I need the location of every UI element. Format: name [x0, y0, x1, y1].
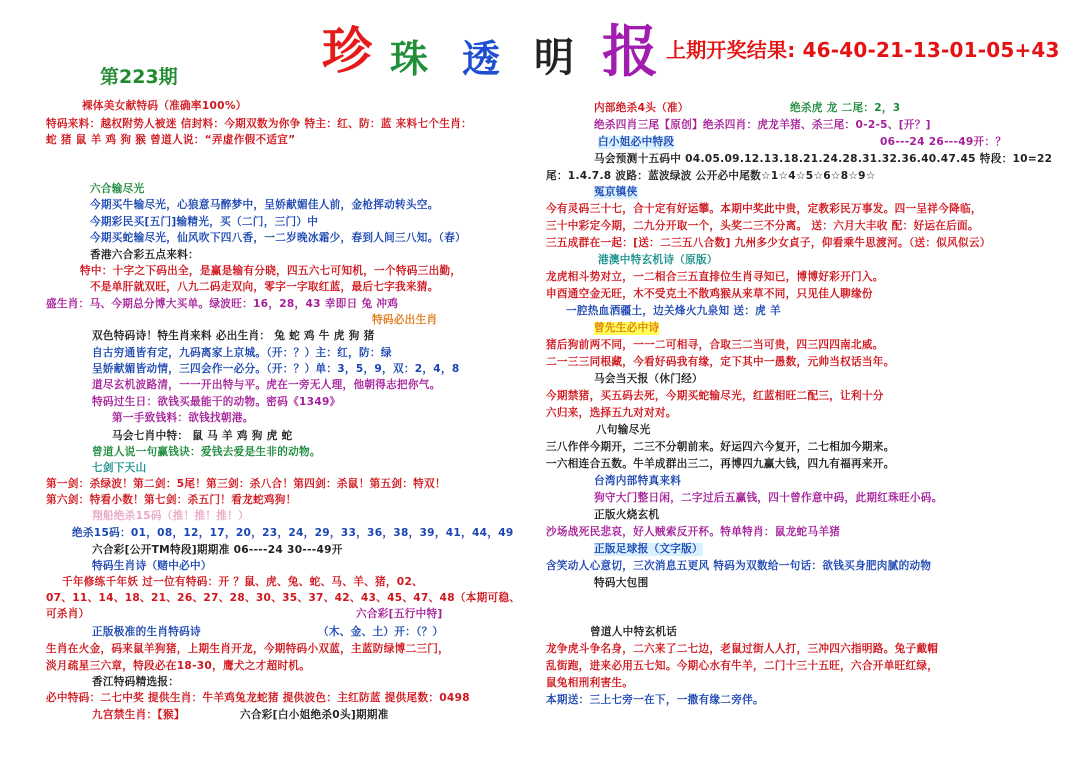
text-line: 必中特码：二七中奖 提供生肖：牛羊鸡兔龙蛇猪 提供波色：主红防蓝 提供尾数：0498	[46, 692, 470, 704]
text-line: 绝杀15码：01，08，12，17，20，23，24，29，33，36，38，39，41，44，49	[72, 527, 514, 539]
text-line: 今期买蛇输尽光，仙风吹下四八香，一二岁晚冰霜少，春到人间三八知。（春）	[90, 232, 466, 244]
section-heading: 香港六合彩五点来料：	[90, 249, 199, 261]
text-line: 一六相连合五数。牛羊成群出三二，再博四九赢大钱，四九有福再来开。	[546, 458, 895, 470]
text-line: 龙争虎斗争名身，二六来了二七边，老鼠过街人人打，三冲四六指明路。兔子戴帽	[546, 643, 939, 655]
text-line: 猪后狗前两不同，一一二可相寻，合取三二当可贵，四三四四南北威。	[546, 339, 884, 351]
text-line: 曾道人说一句赢钱诀：爱钱去爱是生非的动物。	[92, 446, 321, 458]
text-line: 申酉通空金无旺，木不受克土不散鸡猴从来草不同，只见佳人聊缘份	[546, 288, 873, 300]
text-line: 沙场战死民悲哀，好人贼索反开杯。特单特肖：鼠龙蛇马羊猪	[546, 526, 841, 538]
text-line: 自古穷通皆有定，九码离家上京城。（开：？）主：红，防：绿	[92, 347, 392, 359]
section-heading: 七剑下天山	[92, 462, 147, 474]
text-line: 翔船绝杀15码（推！推！推！）	[92, 510, 249, 522]
section-heading: 曾先生必中诗	[594, 322, 660, 334]
text-line: 尾：1.4.7.8 波路：蓝波绿波 公开必中尾数☆1☆4☆5☆6☆8☆9☆	[546, 170, 876, 182]
text-line: 千年修练千年妖 过一位有特码：开 ？鼠、虎、兔、蛇、马、羊、猪，02、	[62, 576, 424, 588]
section-heading: 白小姐必中特段	[598, 136, 675, 148]
section-heading: 六合彩[五行中特]	[356, 608, 443, 620]
section-heading: 内部绝杀4头（准）	[594, 102, 689, 114]
text-line: 盛生肖：马、今期总分博大买单。绿波旺：16，28，43 幸即日 兔 冲鸡	[46, 298, 399, 310]
text-line: 九宫禁生肖：【猴】	[92, 709, 185, 721]
title-char-5: 报	[602, 19, 658, 85]
text-line: 六归来，选择五九对对对。	[546, 407, 677, 419]
text-line: 狗守大门整日闲，二字过后五赢钱，四十曾作意中码，此期红珠旺小码。	[594, 492, 943, 504]
section-heading: 六合彩[公开TM特段]期期准 06----24 30---49开	[92, 544, 343, 556]
section-heading: 曾道人中特玄机话	[590, 626, 678, 638]
text-line: 呈娇献媚皆动情，三四会作一必分。（开：？）单：3，5，9，双：2，4，8	[92, 363, 460, 375]
text-line: 今期彩民买[五门]输精光，买（二门，三门）中	[90, 216, 319, 228]
title-char-3: 透	[462, 36, 501, 81]
section-heading: 港澳中特玄机诗（原版）	[598, 254, 718, 266]
text-line: 今期买牛输尽光，心狼意马醉梦中，呈娇献媚佳人前，金枪挥动转头空。	[90, 199, 439, 211]
last-result: 上期开奖结果: 46-40-21-13-01-05+43	[666, 38, 1060, 62]
issue-number: 第223期	[100, 66, 178, 88]
text-line: 第一剑：杀绿波！第二剑：5尾！第三剑：杀八合！第四剑：杀鼠！第五剑：特双！	[46, 478, 446, 490]
text-line: 今期禁猪，买五码去死，今期买蛇输尽光，红蓝相旺二配三，让利十分	[546, 390, 884, 402]
section-heading: 特码大包围	[594, 577, 649, 589]
text-line: 二一三三同根藏，今看好码我有缘，定下其中一愚数，元帅当权话当年。	[546, 356, 895, 368]
text-line: 龙虎相斗势对立，一二相合三五直排位生肖寻知已，博博好彩开门入。	[546, 271, 884, 283]
section-heading: 冤京镇侠	[594, 186, 638, 198]
section-heading: 八句输尽光	[596, 424, 651, 436]
title-char-1: 珍	[322, 21, 372, 80]
text-line: 第六剑：特看小数！第七剑：杀五门！看龙蛇鸡狗！	[46, 494, 297, 506]
section-heading: 特码必出生肖	[372, 314, 438, 326]
text-line: 乱街跑，进来必用五七知。今期心水有牛羊，二门十三十五旺，六合开单旺红绿，	[546, 660, 939, 672]
text-line: （木、金、土）开：（？）	[318, 626, 444, 638]
text-line: 今有灵码三十七，合十定有好运攀。本期中奖此中贵，定教彩民万事发。四一呈祥今降临，	[546, 203, 982, 215]
section-heading: 六合输尽光	[90, 183, 145, 195]
section-heading: 马会七肖中特： 鼠 马 羊 鸡 狗 虎 蛇	[112, 430, 293, 442]
text-line: 六合彩[白小姐绝杀0头]期期准	[240, 709, 389, 721]
text-line: 三五成群在一起：[送：二三五八合数] 九州多少女貞子，仰看乘牛思渡河。（送：似风似云）	[546, 237, 991, 249]
text-line: 绝杀四肖三尾【原创】绝杀四肖：虎龙羊猪、杀三尾：0-2-5、[开？]	[594, 119, 931, 131]
section-heading: 双色特码诗！特生肖来料 必出生肖： 兔 蛇 鸡 牛 虎 狗 猪	[92, 330, 375, 342]
text-line: 生肖在火金，码来鼠羊狗猪，上期生肖开龙，今期特码小双蓝，主蓝防绿博二三门，	[46, 643, 450, 655]
section-heading: 正版极准的生肖特码诗	[92, 626, 201, 638]
text-line: 蛇 猪 鼠 羊 鸡 狗 猴 曾道人说：“弄虚作假不适宜”	[46, 134, 296, 146]
text-line: 可杀肖）	[46, 608, 90, 620]
title-char-2: 珠	[390, 36, 429, 81]
text-line: 不是单肝就双旺，八九二码走双向，零字一字取红蓝，最后七字我来猜。	[90, 281, 439, 293]
text-line: 特码来料：越权附势人被迷 信封料：今期双数为你争 特主：红、防：蓝 来料七个生肖：	[46, 118, 472, 130]
section-heading: 正版足球报（文字版）	[594, 543, 703, 555]
text-line: 三八作伴今期开，二三不分朝前来。好运四六今复开，二七相加今期来。	[546, 441, 895, 453]
section-heading: 台湾内部特真来料	[594, 475, 682, 487]
text-line: 06---24 26---49开：？	[880, 136, 1007, 148]
text-line: 马会预测十五码中 04.05.09.12.13.18.21.24.28.31.32.36.40.47.45 特段：10=22	[594, 153, 1053, 165]
section-heading: 裸体美女献特码（准确率100%）	[82, 100, 247, 112]
text-line: 07、11、14、18、21、26、27、28、30、35、37、42、43、45、47、48（本期可稳、	[46, 592, 521, 604]
text-line: 本期送：三上七旁一在下，一撒有缘二旁伴。	[546, 694, 764, 706]
section-heading: 马会当天报（休门经）	[594, 373, 703, 385]
text-line: 道尽玄机波路清，一一开出特与平。虎在一旁无人理，他朝得志把你气。	[92, 379, 441, 391]
text-line: 一腔热血洒疆土，边关烽火九泉知 送：虎 羊	[566, 305, 781, 317]
text-line: 特码过生日：欲钱买最能干的动物。密码《1349》	[92, 396, 341, 408]
text-line: 特码生肖诗（赌中必中）	[92, 560, 212, 572]
text-line: 特中：十字之下码出全，是赢是输有分晓，四五六七可知机，一个特码三出勤，	[80, 265, 462, 277]
text-line: 含笑动人心意切，三次消息五更风 特码为双数给一句话：欲钱买身肥肉腻的动物	[546, 560, 932, 572]
text-line: 淡月疏星三六章，特段必在18-30，鹰犬之才超时机。	[46, 660, 311, 672]
section-heading: 正版火烧玄机	[594, 509, 660, 521]
text-line: 鼠兔相刑利害生。	[546, 677, 634, 689]
text-line: 第一手致钱料：欲钱找朝港。	[112, 412, 254, 424]
text-line: 三十中彩定今期，二九分开取一个，头奖二三不分离。 送：六月大丰收 配：好运在后面。	[546, 220, 979, 232]
section-heading: 香江特码精选报：	[92, 676, 180, 688]
title-char-4: 明	[534, 34, 574, 81]
text-line: 绝杀虎 龙 二尾：2，3	[790, 102, 901, 114]
